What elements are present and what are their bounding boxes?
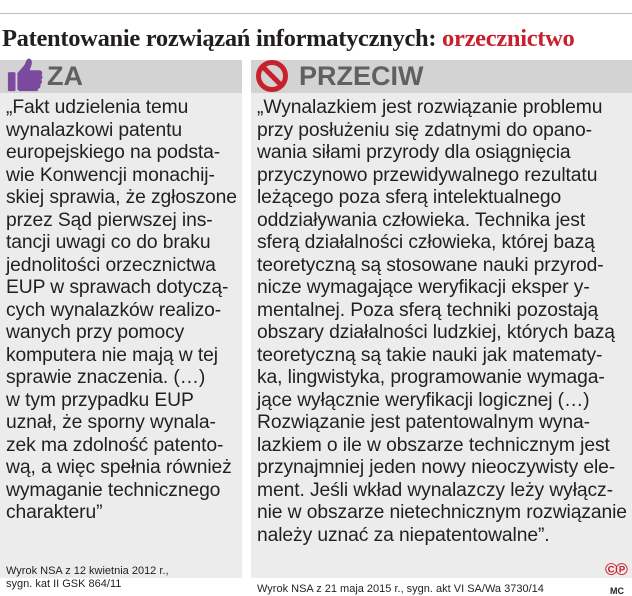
author-initials: MC: [610, 586, 624, 596]
copyright-mark: ©℗: [604, 560, 626, 579]
prohibited-icon: [255, 59, 289, 93]
title-main: Patentowanie rozwiązań informatycznych:: [2, 25, 437, 52]
title-accent: orzecznictwo: [442, 25, 575, 52]
za-panel: [0, 60, 242, 590]
thumbs-up-icon: [6, 56, 44, 94]
przeciw-label: PRZECIW: [299, 61, 424, 91]
przeciw-quote: „Wynalazkiem jest rozwiązanie problemu przy posłużeniu się zdatnymi do opano- wania siłami przyrody dla osiągnięcia przyczynowo przewidywalnego rezultatu leżącego poza sferą intelektualnego oddziaływania człowieka. Technika jest sferą działalności człowieka, której bazą teoretyczną są stosowane nauki przyrod- nicze wymagające weryfikacji eksper y- mentalnej. Poza sferą techniki pozostają obszary działalności ludzkiej, których bazą teoretyczną są takie nauki jak matematy- ka, lingwistyka, programowanie wymaga- jące wyłącznie weryfikacji logicznej (…) Rozwiązanie jest patentowalnym wyna- lazkiem o ile w obszarze technicznym jest przynajmniej jeden nowy nieoczywisty ele- ment. Jeśli wkład wynalazczy leży wyłącz- nie w obszarze nietechnicznym rozwiązanie należy uznać za niepatentowalne”.: [257, 97, 627, 546]
przeciw-source: Wyrok NSA z 21 maja 2015 r., sygn. akt VI SA/Wa 3730/14: [257, 583, 544, 595]
top-rule: [0, 13, 632, 14]
przeciw-body: [251, 93, 632, 596]
za-body: [0, 93, 242, 590]
przeciw-header: [251, 60, 632, 93]
za-source: Wyrok NSA z 12 kwietnia 2012 r., sygn. kat II GSK 864/11: [6, 565, 169, 590]
page-title: [2, 24, 632, 54]
przeciw-panel: [251, 60, 632, 596]
za-header: [0, 60, 242, 93]
za-label: ZA: [47, 61, 83, 91]
za-quote: „Fakt udzielenia temu wynalazkowi patentu europejskiego na podsta- wie Konwencji monachij- skiej sprawia, że zgłoszone przez Sąd pierwszej ins- tancji uwagi co do braku jednolitości orzecznictwa EUP w sprawach dotyczą- cych wynalazków realizo- wanych przy pomocy komputera nie mają w tej sprawie znaczenia. (…) w tym przypadku EUP uznał, że sporny wynala- zek ma zdolność patento- wą, a więc spełnia również wymaganie technicznego charakteru”: [6, 97, 237, 523]
